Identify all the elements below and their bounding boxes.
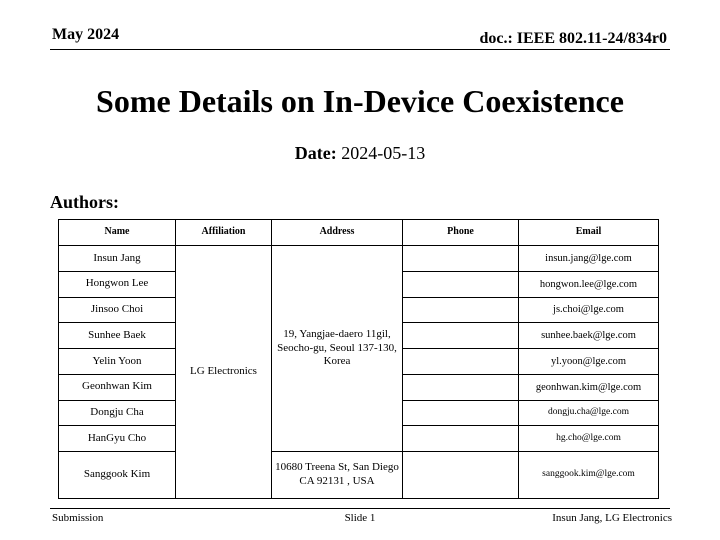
authors-heading: Authors: xyxy=(50,192,120,212)
author-email: sunhee.baek@lge.com xyxy=(519,323,659,349)
author-email: js.choi@lge.com xyxy=(519,297,659,323)
author-email: yl.yoon@lge.com xyxy=(519,349,659,375)
footer-slide-number: Slide 1 xyxy=(344,512,376,524)
author-email: dongju.cha@lge.com xyxy=(519,400,659,426)
author-phone xyxy=(403,426,519,452)
col-header-address: Address xyxy=(272,220,403,246)
slide-title: Some Details on In-Device Coexistence xyxy=(96,83,624,119)
col-header-affiliation: Affiliation xyxy=(176,220,272,246)
author-name: Sanggook Kim xyxy=(59,452,176,499)
affiliation-cell: LG Electronics xyxy=(176,246,272,499)
table-header-row xyxy=(59,220,659,246)
header-date: May 2024 xyxy=(52,26,120,43)
author-name: Jinsoo Choi xyxy=(59,297,176,323)
authors-table xyxy=(58,219,659,499)
date-value: 2024-05-13 xyxy=(341,143,426,163)
author-name: Dongju Cha xyxy=(59,400,176,426)
footer-divider xyxy=(50,508,670,509)
address-cell: 19, Yangjae-daero 11gil, Seocho-gu, Seoul 137-130, Korea xyxy=(272,246,403,452)
date-label: Date: xyxy=(294,143,337,163)
author-name: Sunhee Baek xyxy=(59,323,176,349)
author-phone xyxy=(403,323,519,349)
footer-submission: Submission xyxy=(52,512,104,524)
date-line xyxy=(0,143,720,164)
author-phone xyxy=(403,400,519,426)
author-email: insun.jang@lge.com xyxy=(519,246,659,272)
footer-author: Insun Jang, LG Electronics xyxy=(552,512,672,524)
col-header-name: Name xyxy=(59,220,176,246)
header-divider xyxy=(50,49,670,50)
table-row xyxy=(59,246,659,272)
author-email: hongwon.lee@lge.com xyxy=(519,271,659,297)
author-name: HanGyu Cho xyxy=(59,426,176,452)
header-doc-id: doc.: IEEE 802.11-24/834r0 xyxy=(479,30,667,47)
address-cell-last: 10680 Treena St, San Diego CA 92131 , USA xyxy=(272,452,403,499)
author-phone xyxy=(403,246,519,272)
author-name: Geonhwan Kim xyxy=(59,374,176,400)
author-phone xyxy=(403,374,519,400)
author-phone xyxy=(403,452,519,499)
author-name: Insun Jang xyxy=(59,246,176,272)
author-email: geonhwan.kim@lge.com xyxy=(519,374,659,400)
author-name: Hongwon Lee xyxy=(59,271,176,297)
author-phone xyxy=(403,271,519,297)
table-row xyxy=(59,452,659,499)
author-name: Yelin Yoon xyxy=(59,349,176,375)
author-email: sanggook.kim@lge.com xyxy=(519,452,659,499)
col-header-phone: Phone xyxy=(403,220,519,246)
col-header-email: Email xyxy=(519,220,659,246)
author-phone xyxy=(403,349,519,375)
author-email: hg.cho@lge.com xyxy=(519,426,659,452)
author-phone xyxy=(403,297,519,323)
